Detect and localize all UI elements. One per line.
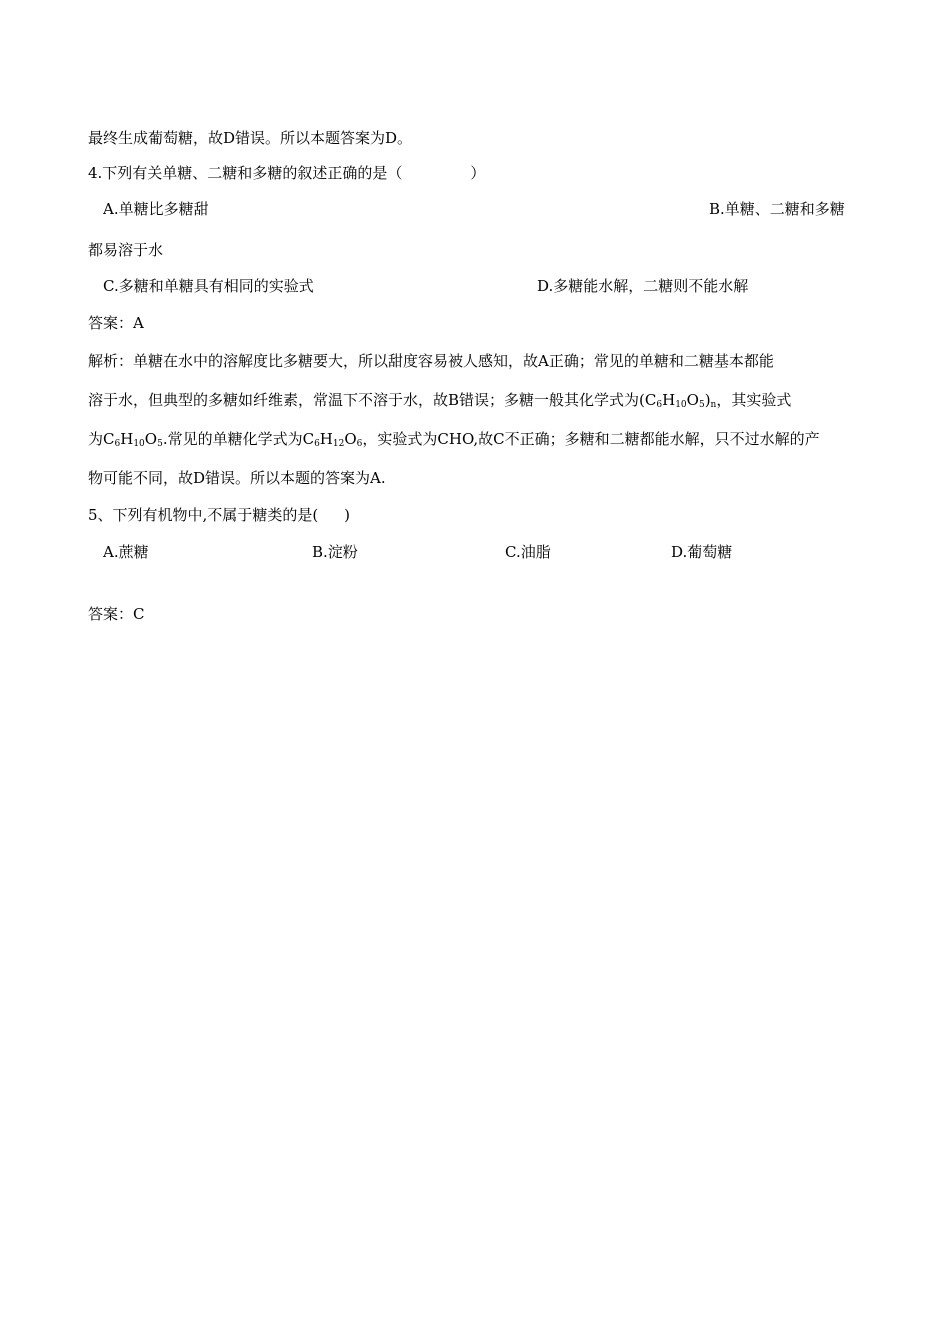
question-4-option-b: B.单糖、二糖和多糖 bbox=[709, 200, 845, 218]
subscript: 6 bbox=[114, 439, 121, 449]
explanation-text: .常见的单糖化学式为C bbox=[162, 430, 315, 448]
question-5-answer: 答案：C bbox=[88, 605, 145, 623]
subscript: 5 bbox=[157, 439, 163, 449]
explanation-text: ，实验式为CHO,故C不正确；多糖和二糖都能水解，只不过水解的产 bbox=[362, 430, 820, 448]
explanation-line-4: 物可能不同，故D错误。所以本题的答案为A. bbox=[88, 469, 386, 487]
subscript: 10 bbox=[675, 400, 687, 410]
question-4-option-c: C.多糖和单糖具有相同的实验式 bbox=[103, 277, 314, 295]
text-line: 最终生成葡萄糖，故D错误。所以本题答案为D。 bbox=[88, 129, 413, 147]
subscript: 5 bbox=[698, 400, 705, 410]
question-4-option-d: D.多糖能水解，二糖则不能水解 bbox=[537, 277, 749, 295]
question-4-answer: 答案：A bbox=[88, 314, 144, 332]
formula-element: O bbox=[344, 430, 357, 448]
question-5-option-b: B.淀粉 bbox=[312, 543, 358, 561]
explanation-line-2 bbox=[88, 390, 791, 410]
subscript: n bbox=[710, 400, 717, 410]
explanation-text: ，其实验式 bbox=[716, 391, 792, 409]
paren-close: ) bbox=[344, 506, 351, 524]
explanation-text: 为C bbox=[88, 430, 115, 448]
question-5-stem bbox=[88, 505, 350, 525]
subscript: 6 bbox=[314, 439, 320, 449]
question-4-text: 4.下列有关单糖、二糖和多糖的叙述正确的是（ bbox=[88, 164, 403, 182]
formula-element: H bbox=[319, 430, 333, 448]
question-4-option-b-continuation: 都易溶于水 bbox=[88, 241, 164, 259]
subscript: 6 bbox=[656, 400, 663, 410]
explanation-line-3 bbox=[88, 429, 820, 449]
formula-element: H bbox=[120, 430, 134, 448]
formula-element: O bbox=[144, 430, 158, 448]
subscript: 10 bbox=[133, 439, 145, 449]
explanation-line-1: 解析：单糖在水中的溶解度比多糖要大，所以甜度容易被人感知，故A正确；常见的单糖和二糖基本都能 bbox=[88, 352, 774, 370]
question-4-stem bbox=[88, 163, 485, 183]
subscript: 6 bbox=[356, 439, 363, 449]
formula-element: H bbox=[662, 391, 676, 409]
subscript: 12 bbox=[332, 439, 345, 449]
question-5-option-a: A.蔗糖 bbox=[103, 543, 149, 561]
paren-close: ） bbox=[470, 164, 486, 182]
question-5-text: 5、下列有机物中,不属于糖类的是( bbox=[88, 506, 319, 524]
explanation-text: 溶于水，但典型的多糖如纤维素，常温下不溶于水，故B错误；多糖一般其化学式为(C bbox=[88, 391, 657, 409]
question-5-option-c: C.油脂 bbox=[505, 543, 551, 561]
formula-paren: ) bbox=[704, 391, 711, 409]
formula-element: O bbox=[686, 391, 699, 409]
question-4-option-a: A.单糖比多糖甜 bbox=[103, 200, 209, 218]
question-5-option-d: D.葡萄糖 bbox=[671, 543, 733, 561]
